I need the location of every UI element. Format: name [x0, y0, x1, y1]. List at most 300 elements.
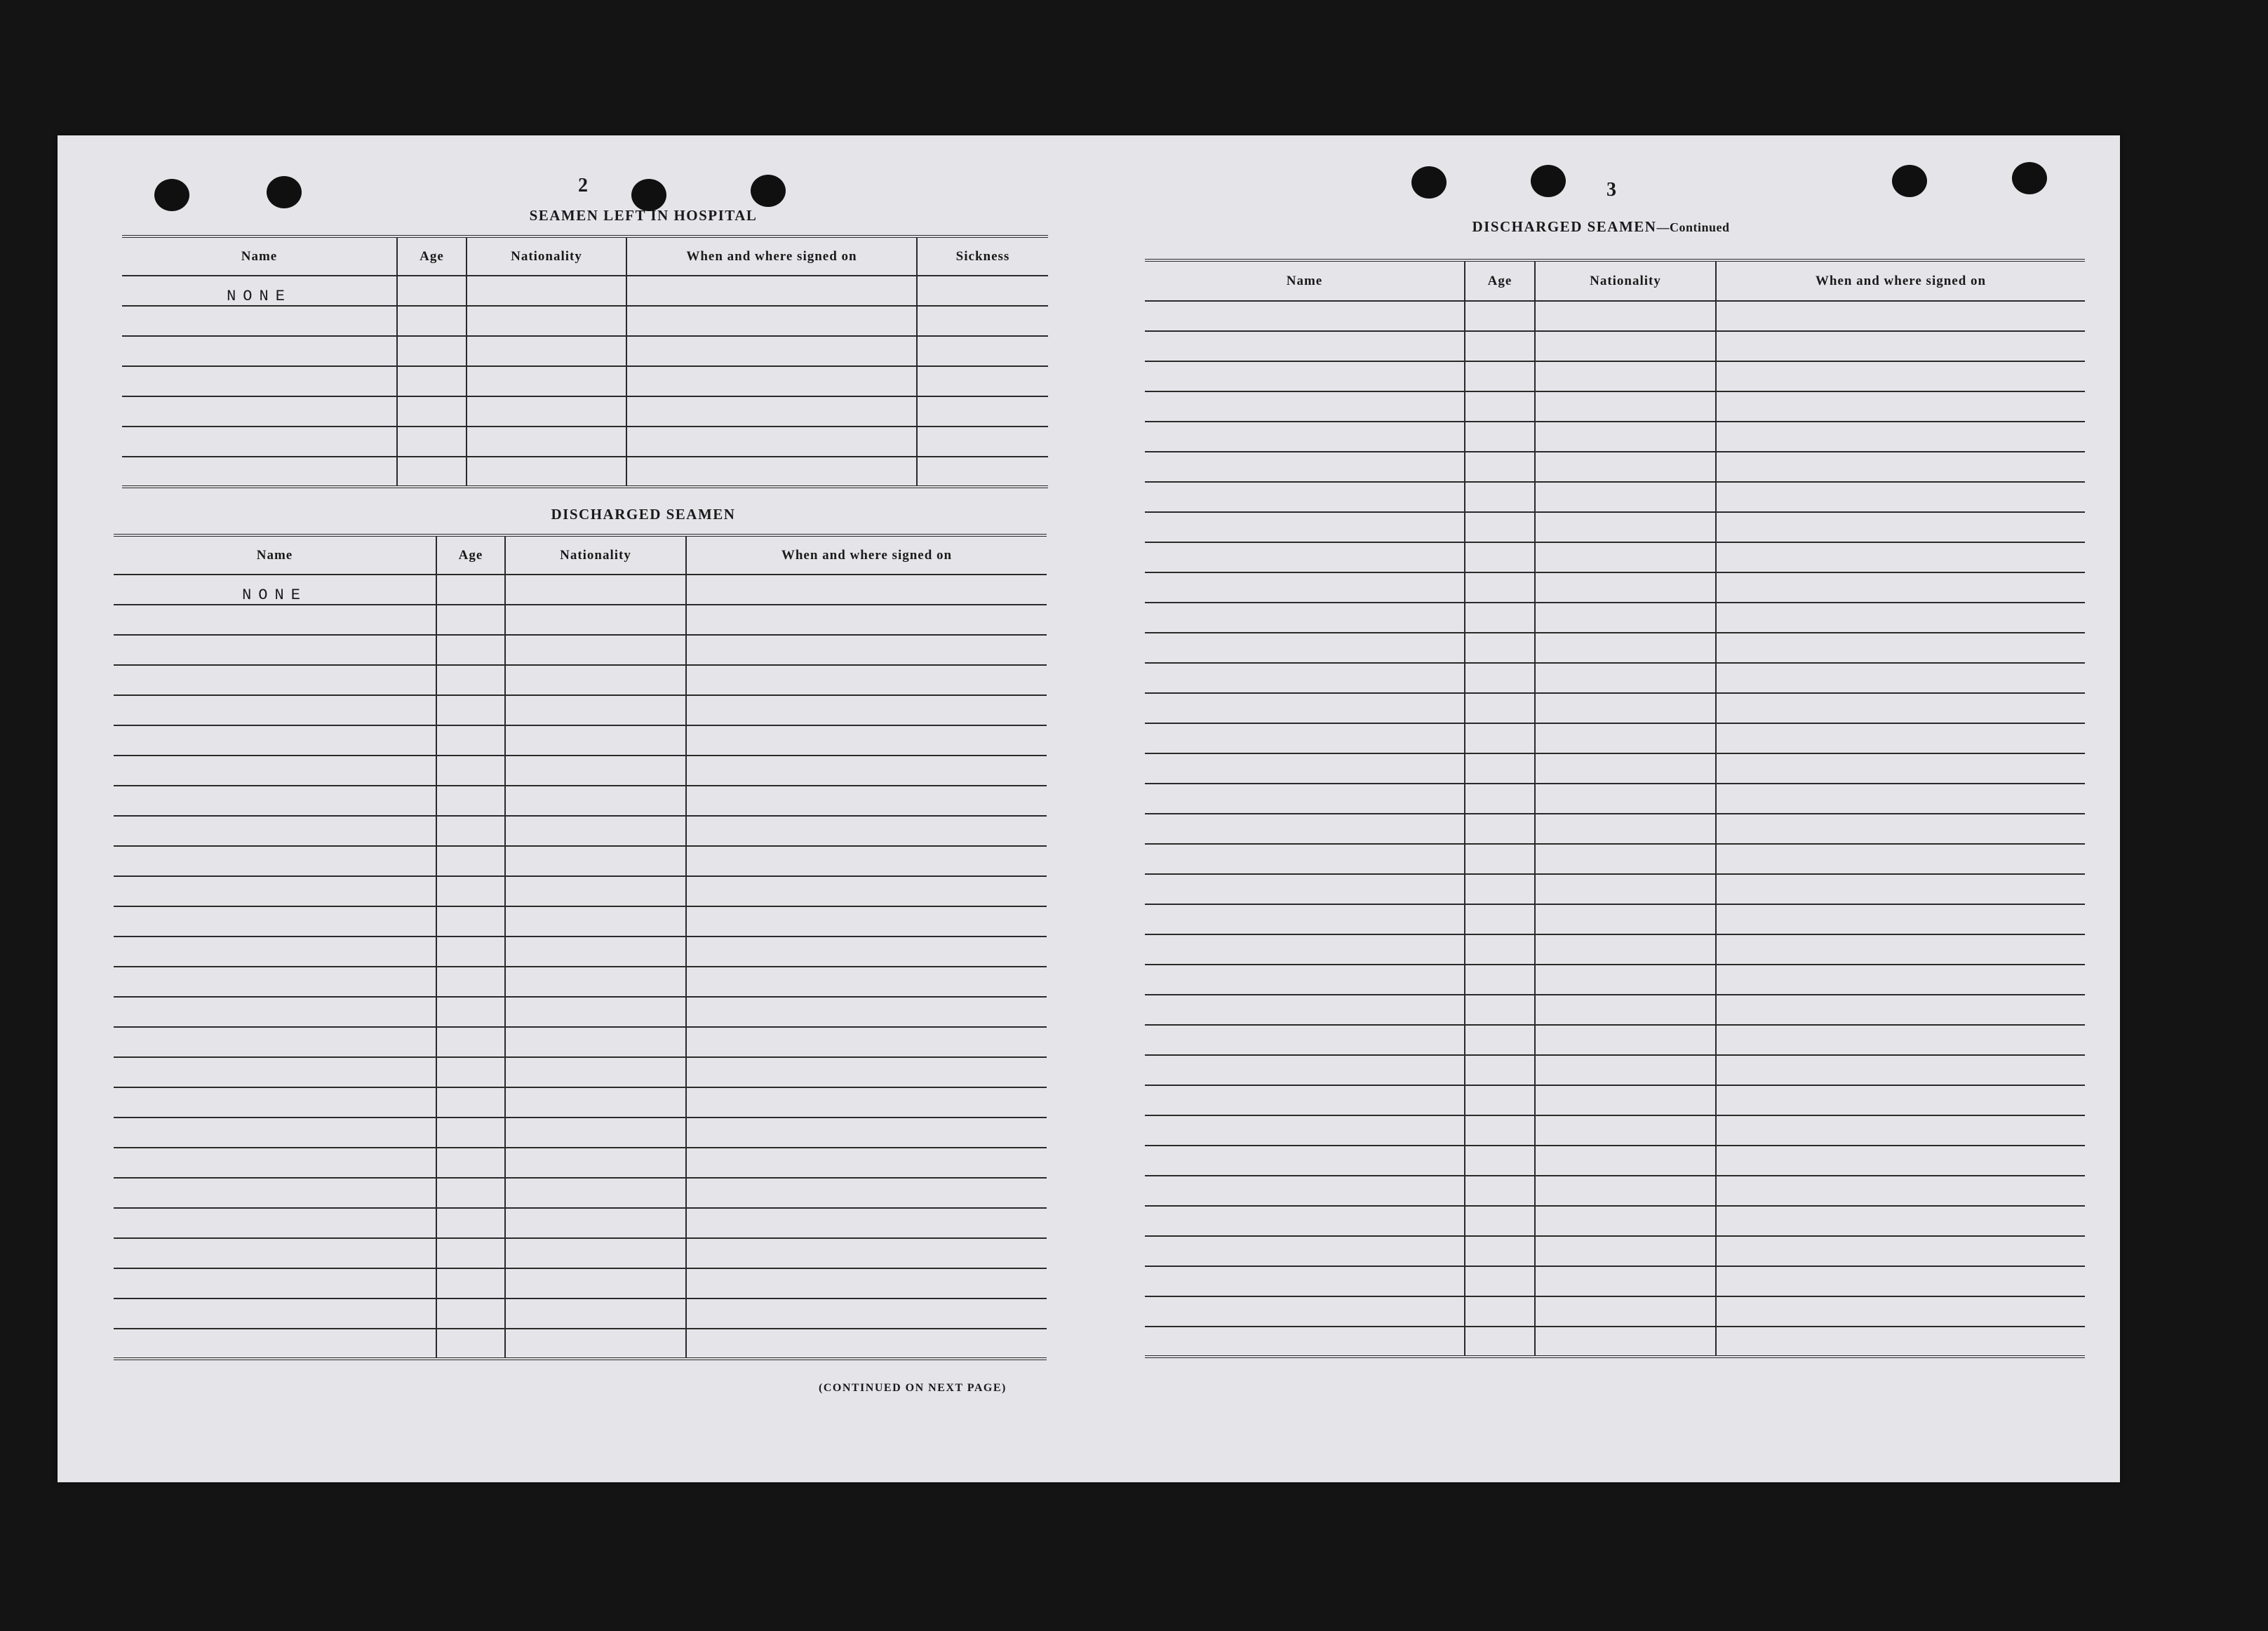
table-cell[interactable] — [1716, 361, 2085, 391]
table-cell[interactable] — [436, 967, 505, 997]
table-row — [1145, 391, 2085, 422]
name-cell[interactable] — [1145, 422, 1465, 452]
table-row — [1145, 422, 2085, 452]
name-cell[interactable] — [1145, 1055, 1465, 1085]
table-cell[interactable] — [917, 336, 1048, 366]
table-cell[interactable] — [505, 846, 686, 876]
name-cell[interactable] — [114, 846, 436, 876]
table-cell[interactable] — [505, 1208, 686, 1238]
name-cell[interactable] — [114, 1178, 436, 1208]
table-cell[interactable] — [505, 1117, 686, 1148]
table-cell[interactable] — [1535, 603, 1716, 633]
table-cell[interactable] — [436, 1329, 505, 1359]
table-cell[interactable] — [1716, 693, 2085, 723]
name-cell[interactable] — [122, 336, 397, 366]
table-cell[interactable] — [436, 1087, 505, 1117]
table-row — [114, 1117, 1047, 1148]
column-header-nationality: Nationality — [505, 535, 686, 575]
table-cell[interactable] — [686, 635, 1047, 665]
name-cell[interactable] — [1145, 965, 1465, 995]
name-cell[interactable] — [1145, 1146, 1465, 1176]
table-cell[interactable] — [686, 937, 1047, 967]
table-cell[interactable] — [1716, 1236, 2085, 1266]
table-cell[interactable] — [436, 906, 505, 937]
table-cell[interactable] — [1716, 1025, 2085, 1055]
hospital-section-title: SEAMEN LEFT IN HOSPITAL — [529, 207, 758, 224]
name-cell[interactable] — [114, 665, 436, 695]
name-cell[interactable] — [114, 1027, 436, 1057]
name-cell[interactable] — [1145, 844, 1465, 874]
table-cell[interactable] — [1716, 874, 2085, 904]
table-cell[interactable] — [1465, 995, 1535, 1025]
table-cell[interactable] — [1465, 361, 1535, 391]
name-cell[interactable] — [1145, 1236, 1465, 1266]
table-cell[interactable] — [917, 427, 1048, 457]
table-cell[interactable] — [686, 876, 1047, 906]
table-cell[interactable] — [436, 1178, 505, 1208]
table-cell[interactable] — [505, 1238, 686, 1268]
table-cell[interactable] — [505, 816, 686, 846]
name-cell[interactable] — [122, 366, 397, 396]
table-cell[interactable] — [1465, 1115, 1535, 1146]
table-cell[interactable] — [1716, 512, 2085, 542]
table-cell[interactable] — [436, 1208, 505, 1238]
table-cell[interactable] — [686, 846, 1047, 876]
table-cell[interactable] — [505, 725, 686, 756]
table-cell[interactable] — [1465, 693, 1535, 723]
name-cell[interactable] — [1145, 753, 1465, 784]
name-cell[interactable] — [114, 1057, 436, 1087]
table-cell[interactable] — [436, 1298, 505, 1329]
table-cell[interactable] — [1716, 965, 2085, 995]
table-cell[interactable] — [436, 786, 505, 816]
table-cell[interactable] — [626, 427, 917, 457]
table-cell[interactable] — [686, 1027, 1047, 1057]
name-cell[interactable] — [1145, 814, 1465, 844]
table-cell[interactable] — [917, 366, 1048, 396]
table-cell[interactable] — [626, 366, 917, 396]
table-cell[interactable] — [1716, 331, 2085, 361]
table-cell[interactable] — [1535, 1206, 1716, 1236]
table-cell[interactable] — [436, 665, 505, 695]
table-cell[interactable] — [686, 1178, 1047, 1208]
table-cell[interactable] — [436, 1117, 505, 1148]
table-cell[interactable] — [1535, 452, 1716, 482]
name-cell[interactable] — [114, 695, 436, 725]
table-cell[interactable] — [1465, 1266, 1535, 1296]
name-cell[interactable] — [122, 306, 397, 336]
table-cell[interactable] — [505, 665, 686, 695]
table-cell[interactable] — [436, 937, 505, 967]
table-cell[interactable] — [1535, 934, 1716, 965]
name-cell[interactable] — [114, 876, 436, 906]
table-cell[interactable] — [1535, 965, 1716, 995]
table-cell[interactable] — [686, 725, 1047, 756]
name-cell[interactable] — [122, 396, 397, 427]
table-cell[interactable] — [436, 876, 505, 906]
table-cell[interactable] — [1535, 1176, 1716, 1206]
table-cell[interactable] — [686, 1268, 1047, 1298]
table-cell[interactable] — [1535, 512, 1716, 542]
table-cell[interactable] — [467, 457, 626, 487]
table-cell[interactable] — [1465, 934, 1535, 965]
table-cell[interactable] — [1465, 753, 1535, 784]
table-cell[interactable] — [1535, 391, 1716, 422]
table-cell[interactable] — [1716, 603, 2085, 633]
table-cell[interactable] — [467, 396, 626, 427]
name-cell[interactable] — [1145, 482, 1465, 512]
table-cell[interactable] — [1465, 965, 1535, 995]
table-cell[interactable] — [505, 786, 686, 816]
table-cell[interactable] — [1716, 934, 2085, 965]
table-cell[interactable] — [1465, 301, 1535, 331]
name-cell[interactable] — [1145, 693, 1465, 723]
punch-hole — [1531, 165, 1566, 197]
table-cell[interactable] — [1465, 1055, 1535, 1085]
table-cell[interactable] — [505, 1087, 686, 1117]
table-cell[interactable] — [1465, 1206, 1535, 1236]
name-cell[interactable]: NONE — [114, 575, 436, 605]
table-cell[interactable] — [1716, 452, 2085, 482]
name-cell[interactable] — [114, 1117, 436, 1148]
table-cell[interactable] — [436, 1238, 505, 1268]
table-cell[interactable] — [467, 427, 626, 457]
table-cell[interactable] — [1465, 1176, 1535, 1206]
name-cell[interactable] — [1145, 1206, 1465, 1236]
name-cell[interactable] — [114, 1087, 436, 1117]
table-row — [114, 1148, 1047, 1178]
column-header-name: Name — [122, 236, 397, 276]
table-cell[interactable] — [505, 575, 686, 605]
name-cell[interactable] — [114, 967, 436, 997]
table-cell[interactable] — [686, 665, 1047, 695]
table-cell[interactable] — [505, 906, 686, 937]
name-cell[interactable] — [114, 1238, 436, 1268]
discharged-section-title: DISCHARGED SEAMEN — [551, 506, 736, 523]
name-cell[interactable] — [1145, 1266, 1465, 1296]
table-cell[interactable] — [1535, 482, 1716, 512]
name-cell[interactable] — [1145, 723, 1465, 753]
table-cell[interactable] — [505, 635, 686, 665]
table-row — [1145, 301, 2085, 331]
table-cell[interactable] — [626, 306, 917, 336]
table-cell[interactable] — [397, 276, 467, 306]
table-cell[interactable] — [1465, 452, 1535, 482]
table-cell[interactable] — [686, 1117, 1047, 1148]
table-cell[interactable] — [686, 1148, 1047, 1178]
table-cell[interactable] — [1716, 723, 2085, 753]
table-cell[interactable] — [686, 997, 1047, 1027]
name-cell[interactable] — [114, 605, 436, 635]
table-cell[interactable] — [436, 1148, 505, 1178]
table-cell[interactable] — [436, 997, 505, 1027]
table-cell[interactable] — [686, 605, 1047, 635]
name-cell[interactable] — [1145, 1327, 1465, 1357]
table-cell[interactable] — [1535, 904, 1716, 934]
table-cell[interactable] — [1535, 723, 1716, 753]
table-cell[interactable] — [1716, 1327, 2085, 1357]
name-cell[interactable] — [1145, 603, 1465, 633]
table-cell[interactable] — [1716, 633, 2085, 663]
name-cell[interactable] — [1145, 361, 1465, 391]
name-cell[interactable] — [1145, 391, 1465, 422]
table-cell[interactable] — [467, 306, 626, 336]
table-cell[interactable] — [1465, 1296, 1535, 1327]
table-cell[interactable] — [1465, 512, 1535, 542]
table-cell[interactable] — [1465, 422, 1535, 452]
discharged-continued-table — [1145, 259, 2085, 1358]
name-cell[interactable] — [1145, 663, 1465, 693]
table-cell[interactable] — [1716, 301, 2085, 331]
table-cell[interactable] — [686, 1298, 1047, 1329]
table-cell[interactable] — [1535, 1025, 1716, 1055]
table-cell[interactable] — [467, 276, 626, 306]
name-cell[interactable] — [1145, 874, 1465, 904]
name-cell[interactable]: NONE — [122, 276, 397, 306]
table-cell[interactable] — [1535, 331, 1716, 361]
table-cell[interactable] — [1535, 753, 1716, 784]
table-cell[interactable] — [1535, 1146, 1716, 1176]
table-cell[interactable] — [1535, 1327, 1716, 1357]
table-cell[interactable] — [1535, 542, 1716, 572]
ledger-sheet — [58, 135, 2120, 1482]
name-cell[interactable] — [114, 937, 436, 967]
table-cell[interactable] — [505, 967, 686, 997]
name-cell[interactable] — [1145, 1176, 1465, 1206]
table-cell[interactable] — [626, 276, 917, 306]
table-cell[interactable] — [436, 605, 505, 635]
name-cell[interactable] — [1145, 904, 1465, 934]
table-cell[interactable] — [1465, 1327, 1535, 1357]
table-cell[interactable] — [1465, 844, 1535, 874]
table-cell[interactable] — [467, 336, 626, 366]
table-cell[interactable] — [686, 816, 1047, 846]
table-cell[interactable] — [1716, 663, 2085, 693]
table-cell[interactable] — [1535, 663, 1716, 693]
table-cell[interactable] — [917, 306, 1048, 336]
table-cell[interactable] — [436, 816, 505, 846]
table-cell[interactable] — [1465, 1146, 1535, 1176]
table-cell[interactable] — [397, 457, 467, 487]
name-cell[interactable] — [114, 997, 436, 1027]
table-cell[interactable] — [436, 1027, 505, 1057]
table-cell[interactable] — [1535, 1115, 1716, 1146]
table-cell[interactable] — [1716, 844, 2085, 874]
table-cell[interactable] — [505, 1057, 686, 1087]
table-cell[interactable] — [917, 276, 1048, 306]
table-cell[interactable] — [1465, 572, 1535, 603]
table-cell[interactable] — [1535, 1085, 1716, 1115]
table-cell[interactable] — [1535, 1055, 1716, 1085]
name-cell[interactable] — [114, 786, 436, 816]
table-cell[interactable] — [505, 695, 686, 725]
table-cell[interactable] — [1716, 1266, 2085, 1296]
table-cell[interactable] — [1535, 301, 1716, 331]
table-cell[interactable] — [397, 366, 467, 396]
name-cell[interactable] — [1145, 542, 1465, 572]
table-cell[interactable] — [626, 336, 917, 366]
table-cell[interactable] — [1716, 1085, 2085, 1115]
table-row — [1145, 965, 2085, 995]
table-cell[interactable] — [917, 396, 1048, 427]
table-cell[interactable] — [1716, 995, 2085, 1025]
name-cell[interactable] — [1145, 512, 1465, 542]
name-cell[interactable] — [122, 457, 397, 487]
table-cell[interactable] — [505, 1268, 686, 1298]
table-cell[interactable] — [686, 1238, 1047, 1268]
table-cell[interactable] — [397, 336, 467, 366]
table-cell[interactable] — [1465, 1236, 1535, 1266]
table-cell[interactable] — [397, 306, 467, 336]
table-cell[interactable] — [397, 396, 467, 427]
name-cell[interactable] — [1145, 452, 1465, 482]
name-cell[interactable] — [1145, 1296, 1465, 1327]
table-cell[interactable] — [436, 725, 505, 756]
table-cell[interactable] — [1716, 1206, 2085, 1236]
table-cell[interactable] — [1535, 572, 1716, 603]
table-cell[interactable] — [1465, 482, 1535, 512]
table-cell[interactable] — [1716, 542, 2085, 572]
table-cell[interactable] — [1716, 1115, 2085, 1146]
table-cell[interactable] — [1535, 844, 1716, 874]
table-cell[interactable] — [1535, 995, 1716, 1025]
table-cell[interactable] — [1465, 633, 1535, 663]
table-cell[interactable] — [1535, 1296, 1716, 1327]
table-cell[interactable] — [1465, 814, 1535, 844]
table-cell[interactable] — [1716, 422, 2085, 452]
table-cell[interactable] — [505, 937, 686, 967]
name-cell[interactable] — [114, 725, 436, 756]
table-cell[interactable] — [1465, 663, 1535, 693]
table-cell[interactable] — [1535, 814, 1716, 844]
table-cell[interactable] — [1465, 542, 1535, 572]
table-row — [1145, 633, 2085, 663]
name-cell[interactable] — [1145, 633, 1465, 663]
table-cell[interactable] — [505, 605, 686, 635]
table-cell[interactable] — [1465, 1085, 1535, 1115]
table-cell[interactable] — [505, 997, 686, 1027]
name-cell[interactable] — [1145, 995, 1465, 1025]
table-cell[interactable] — [1716, 904, 2085, 934]
table-row — [122, 427, 1048, 457]
table-cell[interactable] — [686, 1208, 1047, 1238]
table-cell[interactable] — [1535, 1266, 1716, 1296]
table-cell[interactable] — [1716, 1296, 2085, 1327]
table-cell[interactable] — [686, 786, 1047, 816]
table-cell[interactable] — [686, 1087, 1047, 1117]
table-cell[interactable] — [1535, 361, 1716, 391]
name-cell[interactable] — [1145, 784, 1465, 814]
table-cell[interactable] — [1535, 693, 1716, 723]
table-cell[interactable] — [505, 1298, 686, 1329]
table-cell[interactable] — [917, 457, 1048, 487]
table-cell[interactable] — [1535, 633, 1716, 663]
table-cell[interactable] — [505, 1148, 686, 1178]
table-cell[interactable] — [1465, 784, 1535, 814]
name-cell[interactable] — [1145, 934, 1465, 965]
name-cell[interactable] — [114, 635, 436, 665]
table-cell[interactable] — [397, 427, 467, 457]
table-cell[interactable] — [1465, 391, 1535, 422]
discharged-table — [114, 534, 1047, 1360]
name-cell[interactable] — [1145, 572, 1465, 603]
name-cell[interactable] — [114, 1148, 436, 1178]
table-cell[interactable] — [436, 695, 505, 725]
table-cell[interactable] — [436, 1268, 505, 1298]
table-cell[interactable] — [505, 1027, 686, 1057]
name-cell[interactable] — [1145, 301, 1465, 331]
table-row — [1145, 1327, 2085, 1357]
table-cell[interactable] — [1535, 1236, 1716, 1266]
table-cell[interactable] — [626, 396, 917, 427]
name-cell[interactable] — [114, 1268, 436, 1298]
table-cell[interactable] — [505, 1178, 686, 1208]
name-cell[interactable] — [114, 906, 436, 937]
table-cell[interactable] — [1465, 723, 1535, 753]
table-cell[interactable] — [467, 366, 626, 396]
table-cell[interactable] — [1535, 422, 1716, 452]
table-cell[interactable] — [1465, 603, 1535, 633]
table-cell[interactable] — [1465, 874, 1535, 904]
table-cell[interactable] — [436, 756, 505, 786]
table-cell[interactable] — [1716, 482, 2085, 512]
table-cell[interactable] — [1535, 784, 1716, 814]
table-cell[interactable] — [1716, 753, 2085, 784]
table-cell[interactable] — [1716, 1055, 2085, 1085]
table-row — [1145, 452, 2085, 482]
table-cell[interactable] — [1465, 331, 1535, 361]
name-cell[interactable] — [122, 427, 397, 457]
table-cell[interactable] — [1716, 572, 2085, 603]
name-cell[interactable] — [114, 1329, 436, 1359]
table-cell[interactable] — [505, 1329, 686, 1359]
table-cell[interactable] — [505, 876, 686, 906]
table-cell[interactable] — [686, 695, 1047, 725]
name-cell[interactable] — [114, 816, 436, 846]
table-cell[interactable] — [686, 967, 1047, 997]
table-cell[interactable] — [1465, 1025, 1535, 1055]
table-cell[interactable] — [436, 575, 505, 605]
table-cell[interactable] — [1716, 391, 2085, 422]
table-cell[interactable] — [1716, 784, 2085, 814]
table-row — [1145, 1115, 2085, 1146]
name-cell[interactable] — [114, 1208, 436, 1238]
table-cell[interactable] — [436, 1057, 505, 1087]
table-cell[interactable] — [1465, 904, 1535, 934]
table-cell[interactable] — [686, 1329, 1047, 1359]
table-cell[interactable] — [686, 906, 1047, 937]
table-cell[interactable] — [1716, 814, 2085, 844]
name-cell[interactable] — [114, 756, 436, 786]
table-cell[interactable] — [686, 575, 1047, 605]
name-cell[interactable] — [1145, 1085, 1465, 1115]
table-cell[interactable] — [1716, 1146, 2085, 1176]
table-cell[interactable] — [686, 756, 1047, 786]
table-cell[interactable] — [436, 635, 505, 665]
table-cell[interactable] — [505, 756, 686, 786]
table-cell[interactable] — [1716, 1176, 2085, 1206]
table-cell[interactable] — [686, 1057, 1047, 1087]
table-cell[interactable] — [436, 846, 505, 876]
table-cell[interactable] — [626, 457, 917, 487]
name-cell[interactable] — [1145, 1025, 1465, 1055]
name-cell[interactable] — [1145, 331, 1465, 361]
name-cell[interactable] — [1145, 1115, 1465, 1146]
table-cell[interactable] — [1535, 874, 1716, 904]
table-row — [1145, 572, 2085, 603]
column-header-nationality: Nationality — [467, 236, 626, 276]
name-cell[interactable] — [114, 1298, 436, 1329]
